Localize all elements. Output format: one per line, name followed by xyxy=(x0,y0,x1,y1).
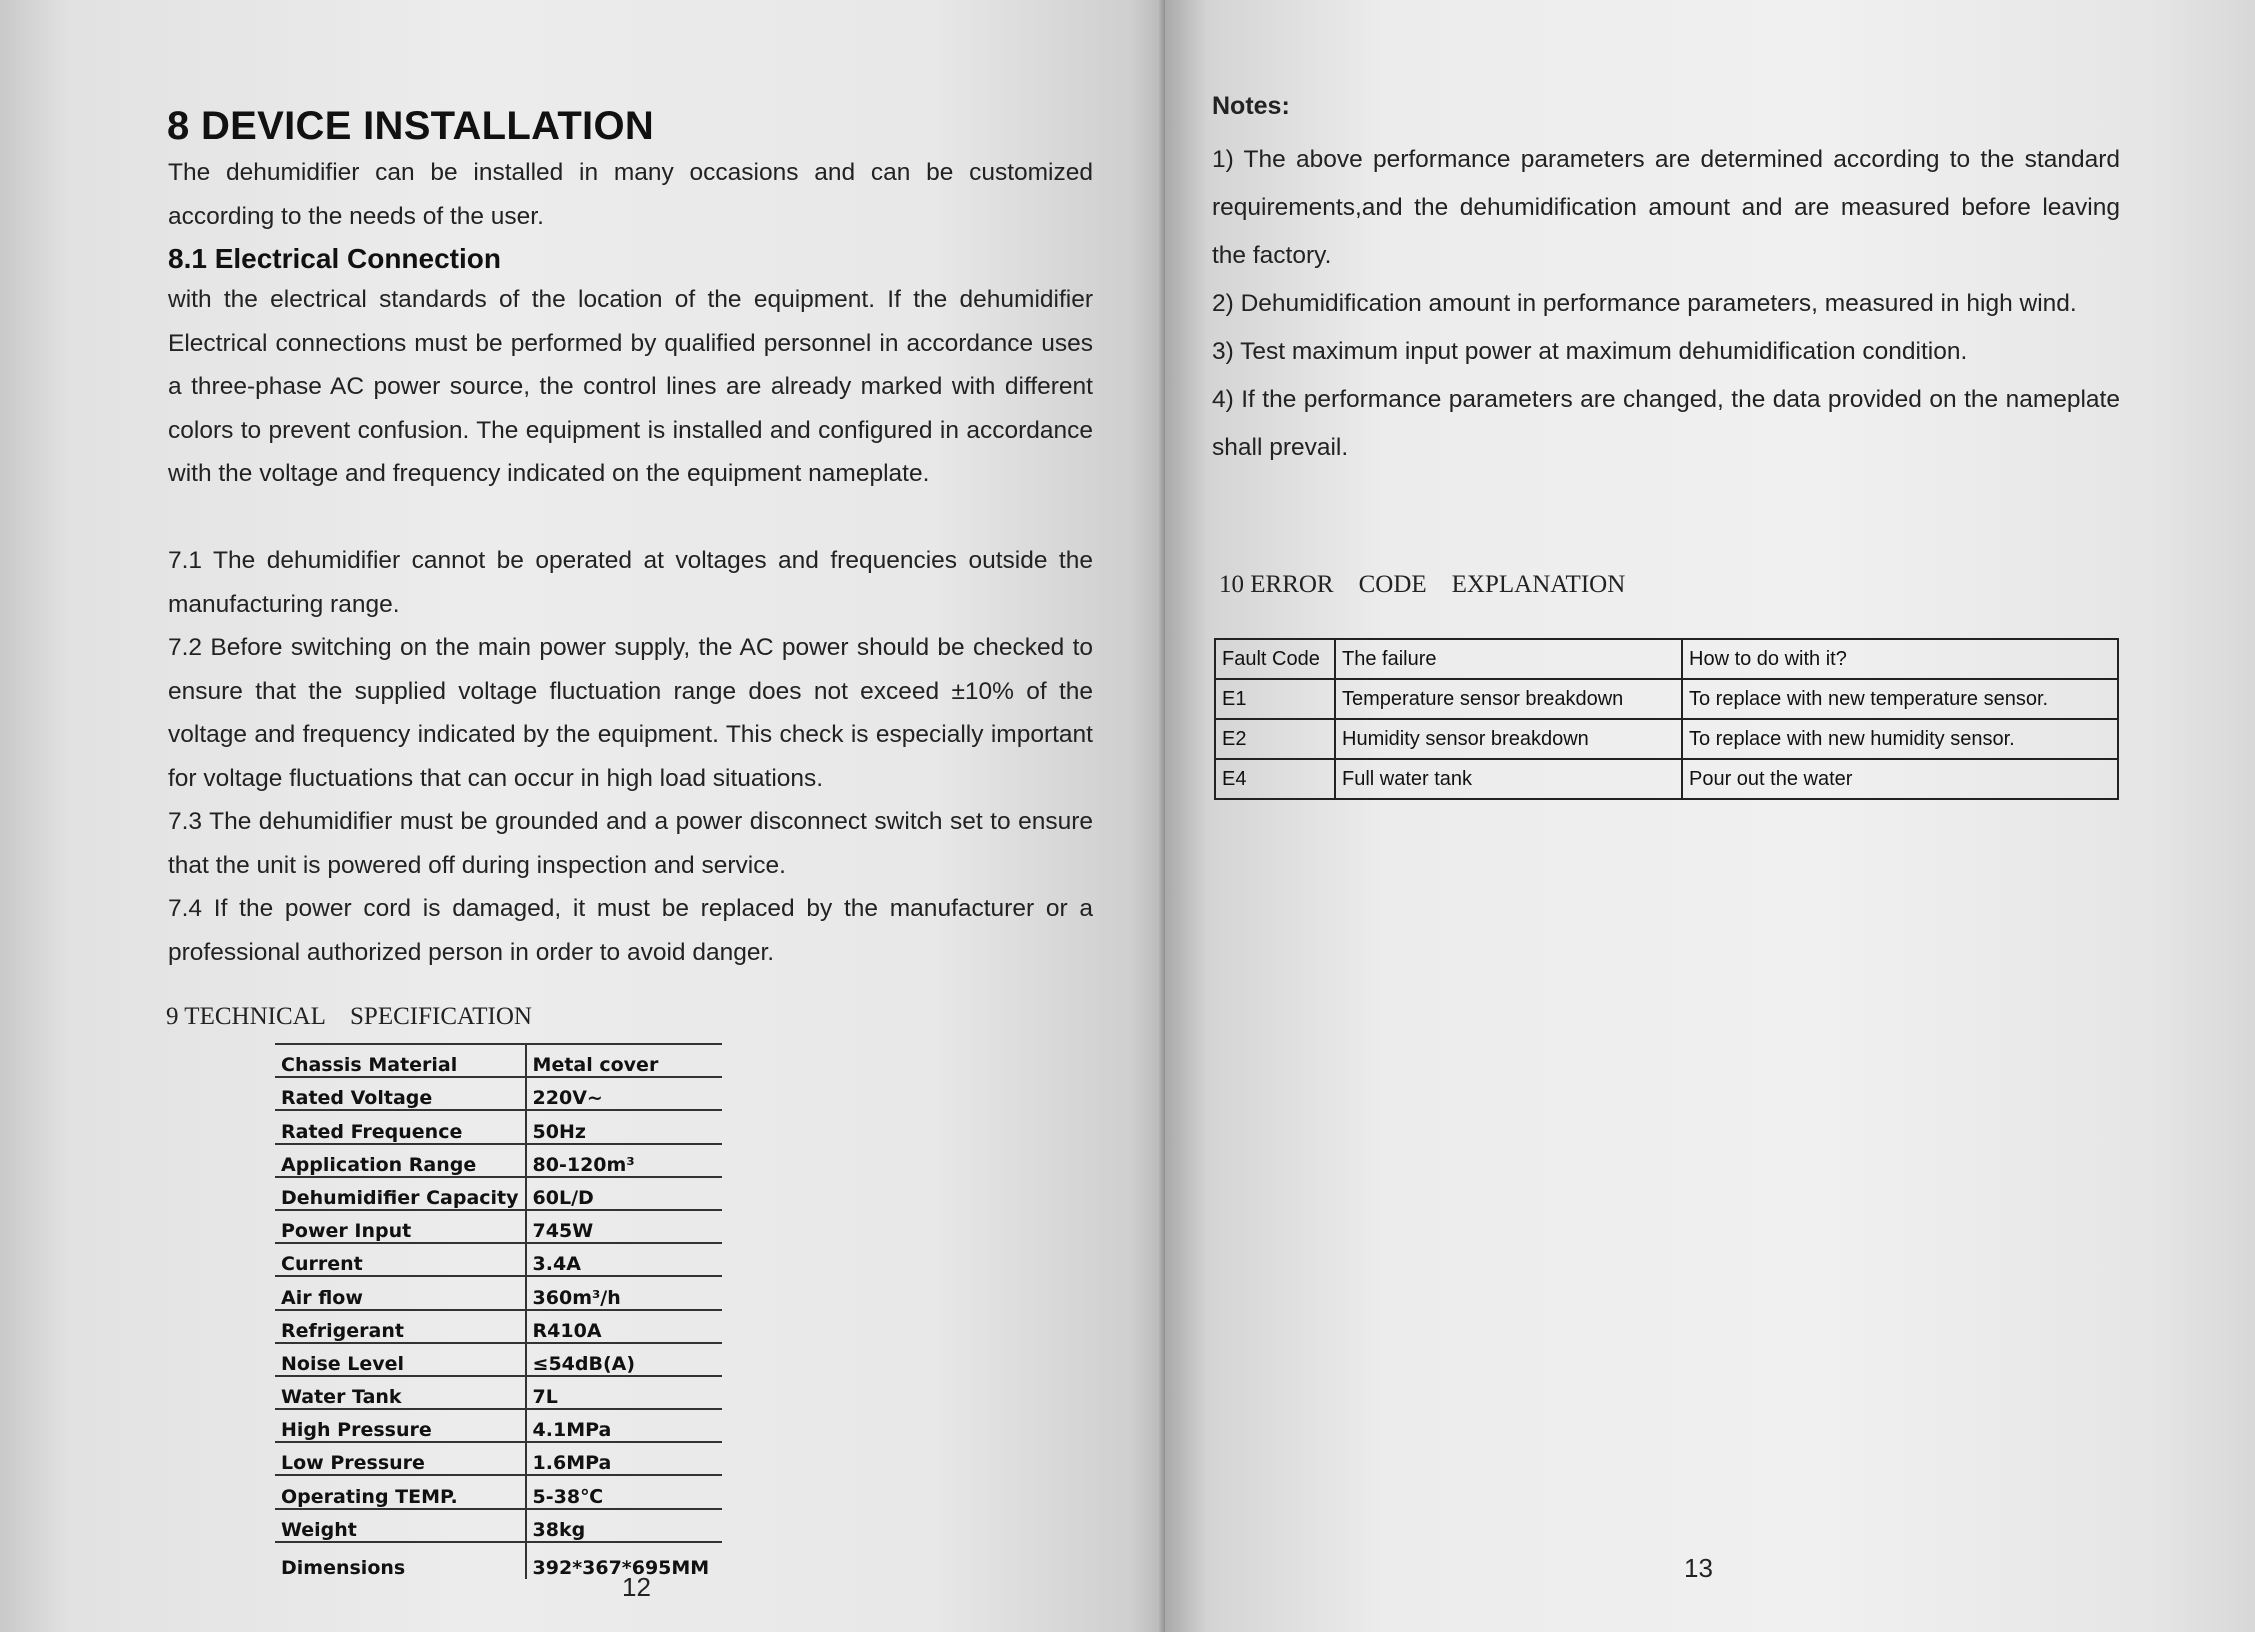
error-code-table xyxy=(1214,638,2119,800)
error-code-heading: 10 ERROR CODE EXPLANATION xyxy=(1219,571,1626,598)
note-item: 4) If the performance parameters are changed, the data provided on the nameplate shall prevail. xyxy=(1212,386,2120,461)
column-header: Fault Code xyxy=(1215,639,1335,679)
spec-key: Low Pressure xyxy=(275,1442,526,1475)
page-number: 13 xyxy=(1684,1553,1713,1583)
spec-row xyxy=(275,1409,722,1442)
spec-value: 7L xyxy=(526,1376,722,1409)
page-number: 12 xyxy=(622,1572,651,1602)
spec-value: 745W xyxy=(526,1210,722,1243)
spec-key: High Pressure xyxy=(275,1409,526,1442)
spec-row xyxy=(275,1177,722,1210)
spec-row xyxy=(275,1243,722,1276)
spec-row xyxy=(275,1442,722,1475)
spec-row xyxy=(275,1144,722,1177)
spec-key: Air flow xyxy=(275,1276,526,1309)
spec-key: Chassis Material xyxy=(275,1044,526,1077)
spec-key: Rated Frequence xyxy=(275,1110,526,1143)
table-cell: E1 xyxy=(1215,679,1335,719)
spec-row xyxy=(275,1542,722,1579)
item-7-4: 7.4 If the power cord is damaged, it must be replaced by the manufacturer or a professional authorized person in order to avoid danger. xyxy=(168,895,1093,966)
spec-key: Refrigerant xyxy=(275,1310,526,1343)
spec-row xyxy=(275,1044,722,1077)
item-7-1: 7.1 The dehumidifier cannot be operated at voltages and frequencies outside the manufacturing range. xyxy=(168,547,1093,618)
table-cell: E2 xyxy=(1215,719,1335,759)
spec-key: Application Range xyxy=(275,1144,526,1177)
spec-key: Current xyxy=(275,1243,526,1276)
spec-value: 60L/D xyxy=(526,1177,722,1210)
note-item: 3) Test maximum input power at maximum dehumidification condition. xyxy=(1212,338,1968,365)
spec-key: Water Tank xyxy=(275,1376,526,1409)
table-cell: To replace with new humidity sensor. xyxy=(1682,719,2118,759)
column-header: The failure xyxy=(1335,639,1682,679)
spec-value: 220V~ xyxy=(526,1077,722,1110)
spec-key: Dehumidifier Capacity xyxy=(275,1177,526,1210)
table-cell: Humidity sensor breakdown xyxy=(1335,719,1682,759)
table-cell: Pour out the water xyxy=(1682,759,2118,799)
electrical-paragraph: with the electrical standards of the location of the equipment. If the dehumidifier Electrical connections must be performed by qualified personnel in accordance uses a three-phase AC power source, the control lines are already marked with different colors to prevent confusion. The equipment is installed and configured in accordance with the voltage and frequency indicated on the equipment nameplate. xyxy=(168,286,1093,487)
section-heading-device-installation: 8 DEVICE INSTALLATION xyxy=(167,104,655,148)
spec-key: Weight xyxy=(275,1509,526,1542)
intro-paragraph: The dehumidifier can be installed in many occasions and can be customized according to the needs of the user. xyxy=(168,159,1093,230)
spec-heading: 9 TECHNICAL SPECIFICATION xyxy=(166,1003,532,1030)
spec-row xyxy=(275,1276,722,1309)
spec-key: Rated Voltage xyxy=(275,1077,526,1110)
spec-value: 4.1MPa xyxy=(526,1409,722,1442)
spec-row xyxy=(275,1343,722,1376)
spec-value: ≤54dB(A) xyxy=(526,1343,722,1376)
subsection-heading-electrical-connection: 8.1 Electrical Connection xyxy=(168,243,501,274)
spec-value: Metal cover xyxy=(526,1044,722,1077)
spec-row xyxy=(275,1475,722,1508)
table-row xyxy=(1215,679,2118,719)
spec-row xyxy=(275,1210,722,1243)
spec-value: 50Hz xyxy=(526,1110,722,1143)
spec-value: 3.4A xyxy=(526,1243,722,1276)
spec-row xyxy=(275,1110,722,1143)
spec-key: Operating TEMP. xyxy=(275,1475,526,1508)
note-item: 2) Dehumidification amount in performance parameters, measured in high wind. xyxy=(1212,290,2077,317)
table-cell: Full water tank xyxy=(1335,759,1682,799)
spec-row xyxy=(275,1077,722,1110)
table-header-row xyxy=(1215,639,2118,679)
note-item: 1) The above performance parameters are determined according to the standard requirements,and the dehumidification amount and are measured before leaving the factory. xyxy=(1212,146,2120,269)
spec-row xyxy=(275,1310,722,1343)
spec-value: 38kg xyxy=(526,1509,722,1542)
table-cell: Temperature sensor breakdown xyxy=(1335,679,1682,719)
spec-value: 80-120m³ xyxy=(526,1144,722,1177)
table-row xyxy=(1215,719,2118,759)
spec-value: 5-38℃ xyxy=(526,1475,722,1508)
notes-title: Notes: xyxy=(1212,92,1290,120)
spec-value: R410A xyxy=(526,1310,722,1343)
spec-value: 1.6MPa xyxy=(526,1442,722,1475)
column-header: How to do with it? xyxy=(1682,639,2118,679)
spec-key: Dimensions xyxy=(275,1542,526,1579)
spec-value: 392*367*695MM xyxy=(532,1556,710,1579)
spec-row xyxy=(275,1376,722,1409)
table-row xyxy=(1215,759,2118,799)
spec-key: Power Input xyxy=(275,1210,526,1243)
notes-list xyxy=(1212,136,2120,472)
item-7-2: 7.2 Before switching on the main power supply, the AC power should be checked to ensure that the supplied voltage fluctuation range does not exceed ±10% of the voltage and frequency indicated by the equipment. This check is especially important for voltage fluctuations that can occur in high load situations. xyxy=(168,634,1093,792)
item-7-3: 7.3 The dehumidifier must be grounded and a power disconnect switch set to ensure that the unit is powered off during inspection and service. xyxy=(168,808,1093,879)
spec-table xyxy=(275,1043,722,1579)
spec-row xyxy=(275,1509,722,1542)
table-cell: To replace with new temperature sensor. xyxy=(1682,679,2118,719)
spec-key: Noise Level xyxy=(275,1343,526,1376)
table-cell: E4 xyxy=(1215,759,1335,799)
spec-value: 360m³/h xyxy=(526,1276,722,1309)
